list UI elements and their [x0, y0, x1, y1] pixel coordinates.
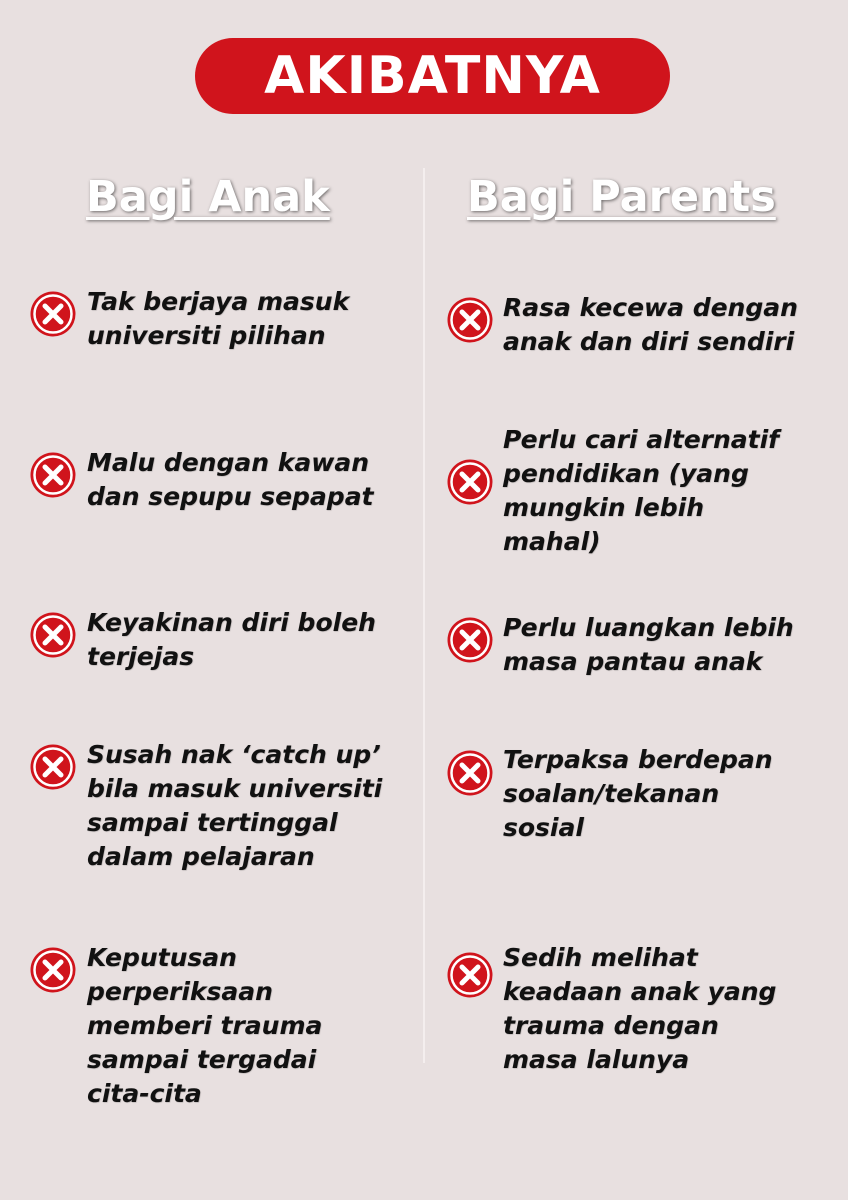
item-text: Malu dengan kawan dan sepupu sepapat — [87, 448, 374, 511]
heading-bagi-parents: Bagi Parents — [467, 172, 776, 222]
x-circle-icon — [447, 617, 493, 663]
item-text: Perlu luangkan lebih masa pantau anak — [503, 613, 794, 676]
title-banner — [195, 38, 670, 114]
item-text: Sedih melihat keadaan anak yang trauma dengan masa lalunya — [503, 943, 777, 1074]
x-circle-icon — [447, 952, 493, 998]
x-circle-icon — [30, 744, 76, 790]
x-circle-icon — [447, 297, 493, 343]
heading-bagi-anak: Bagi Anak — [86, 172, 330, 222]
x-circle-icon — [30, 452, 76, 498]
x-circle-icon — [30, 612, 76, 658]
item-text: Keputusan perperiksaan memberi trauma sampai tergadai cita-cita — [87, 943, 323, 1108]
x-circle-icon — [447, 459, 493, 505]
page-title: AKIBATNYA — [264, 46, 601, 106]
column-divider — [423, 168, 425, 1063]
x-circle-icon — [30, 947, 76, 993]
item-text: Terpaksa berdepan soalan/tekanan sosial — [503, 745, 773, 842]
item-text: Perlu cari alternatif pendidikan (yang mungkin lebih mahal) — [503, 425, 780, 556]
item-text: Rasa kecewa dengan anak dan diri sendiri — [503, 293, 798, 356]
x-circle-icon — [30, 291, 76, 337]
item-text: Tak berjaya masuk universiti pilihan — [87, 287, 350, 350]
x-circle-icon — [447, 750, 493, 796]
item-text: Keyakinan diri boleh terjejas — [87, 608, 376, 671]
item-text: Susah nak ‘catch up’ bila masuk universiti sampai tertinggal dalam pelajaran — [87, 740, 383, 871]
